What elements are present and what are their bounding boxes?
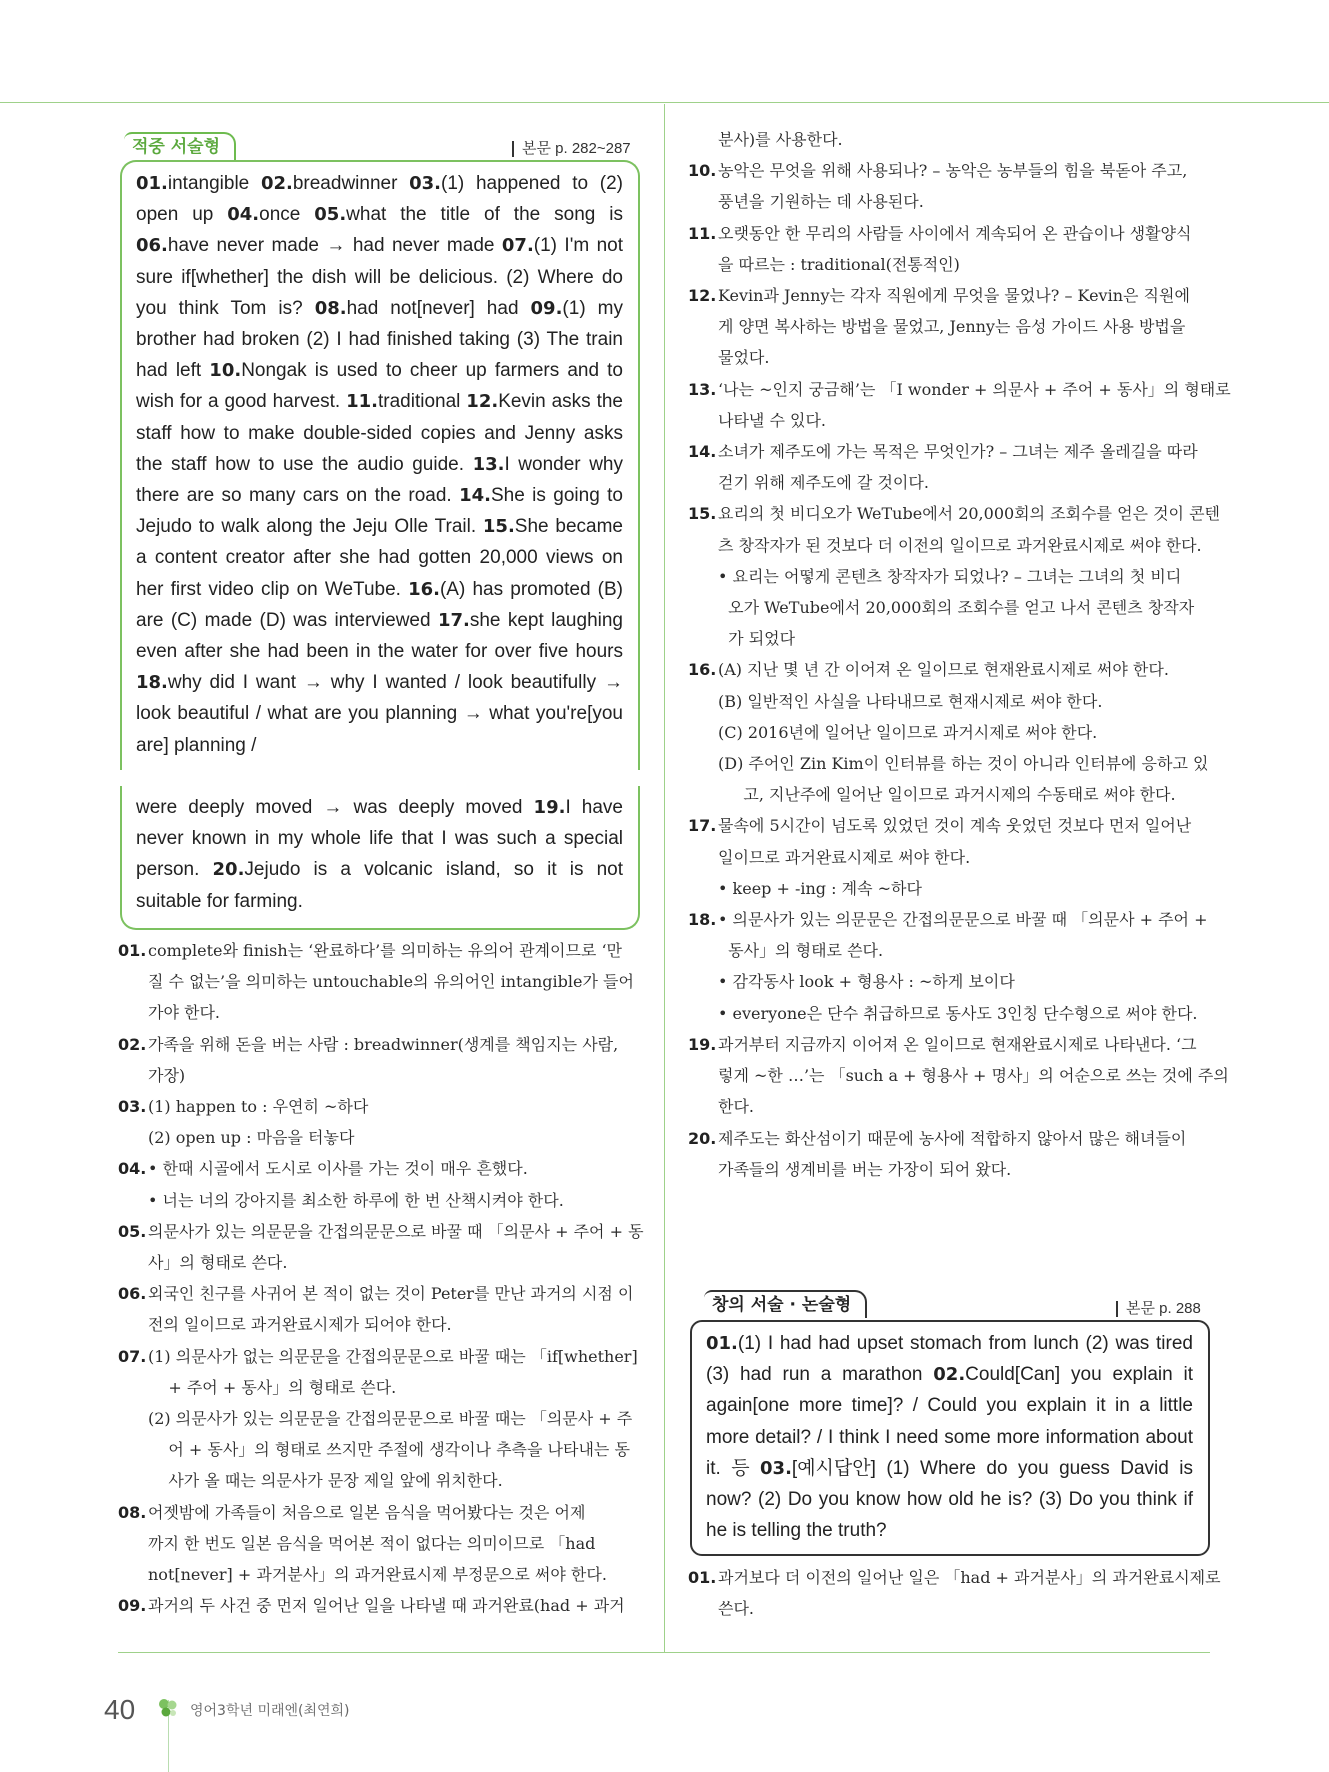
answer-text: have never made → had never made bbox=[167, 235, 502, 257]
explanation-number: 13. bbox=[688, 379, 717, 399]
explanation-number: 10. bbox=[688, 161, 717, 181]
explanation-line: 어젯밤에 가족들이 처음으로 일본 음식을 먹어봤다는 것은 어제 bbox=[148, 1502, 586, 1522]
answer-text: once bbox=[259, 204, 315, 226]
answer-number: 02. bbox=[260, 173, 293, 194]
answer-text: traditional bbox=[378, 391, 467, 413]
explanation-line: • 너는 너의 강아지를 최소한 하루에 한 번 산책시켜야 한다. bbox=[148, 1190, 564, 1210]
answer-number: 12. bbox=[466, 391, 499, 413]
explanation-line: 질 수 없는’을 의미하는 untouchable의 유의어인 intangible가 들어 bbox=[148, 972, 634, 992]
answer-text: (1) my brother had broken (2) I had finished taking (3) The train had left bbox=[136, 297, 623, 382]
explanation-item bbox=[688, 1562, 1221, 1624]
bottom-rule bbox=[118, 1652, 1210, 1653]
answer-number: 01. bbox=[136, 173, 168, 194]
explanation-line: 게 양면 복사하는 방법을 물었고, Jenny는 음성 가이드 사용 방법을 bbox=[718, 317, 1186, 337]
explanation-line: 츠 창작자가 된 것보다 더 이전의 일이므로 과거완료시제로 써야 한다. bbox=[718, 535, 1202, 555]
explanation-line: • keep + -ing : 계속 ~하다 bbox=[718, 878, 922, 898]
answer-number: 04. bbox=[227, 204, 260, 226]
answer-number: 01. bbox=[706, 1333, 738, 1354]
explanation-line: 한다. bbox=[718, 1097, 754, 1117]
explanation-line: 물속에 5시간이 넘도록 있었던 것이 계속 웃었던 것보다 먼저 일어난 bbox=[718, 816, 1192, 836]
answer-text: (1) I'm not sure if[whether] the dish will be delicious. (2) Where do you think Tom is? bbox=[136, 235, 623, 319]
answer-number: 05. bbox=[314, 204, 347, 226]
answer-number: 11. bbox=[346, 391, 378, 413]
answer-number: 16. bbox=[408, 578, 440, 600]
answer-text: she kept laughing even after she had been in the water for over five hours bbox=[136, 609, 623, 663]
explanation-line: 을 따르는 : traditional(전통적인) bbox=[718, 254, 960, 274]
explanation-number: 08. bbox=[118, 1502, 147, 1522]
explanation-line: 가 되었다 bbox=[718, 629, 796, 649]
explanation-line: 가족을 위해 돈을 버는 사람 : breadwinner(생계를 책임지는 사람, bbox=[148, 1034, 619, 1054]
explanation-line: 소녀가 제주도에 가는 목적은 무엇인가? – 그녀는 제주 올레길을 따라 bbox=[718, 442, 1198, 462]
left-explanations bbox=[118, 935, 642, 1621]
explanation-item bbox=[688, 498, 1221, 654]
answer-text: (1) happened to (2) open up bbox=[136, 173, 623, 226]
answer-text: what the title of the song is bbox=[346, 204, 623, 226]
answer-number: 06. bbox=[136, 235, 168, 257]
explanation-item bbox=[118, 1497, 642, 1591]
explanation-item bbox=[688, 1123, 1212, 1185]
explanation-number: 19. bbox=[688, 1034, 717, 1054]
explanation-line: • everyone은 단수 취급하므로 동사도 3인칭 단수형으로 써야 한다. bbox=[718, 1003, 1198, 1023]
answer-text: Could[Can] you explain it again[one more time]? / Could you explain it in a little more detail? / I think I need some more information about it. 등 bbox=[706, 1364, 1193, 1479]
book-title: 영어3학년 미래엔(최연희) bbox=[190, 1703, 350, 1719]
section-title-creative-writing: 창의 서술 · 논술형 bbox=[704, 1290, 867, 1318]
answer-number: 13. bbox=[472, 453, 505, 475]
answer-number: 20. bbox=[212, 859, 245, 881]
explanation-item bbox=[688, 904, 1212, 1029]
explanation-line: 농악은 무엇을 위해 사용되나? – 농악은 농부들의 힘을 북돋아 주고, bbox=[718, 161, 1188, 181]
explanation-item bbox=[688, 810, 1212, 904]
answer-text: Jejudo is a volcanic island, so it is not suitable for farming. bbox=[136, 859, 623, 912]
explanation-line: 과거부터 지금까지 이어져 온 일이므로 현재완료시제로 나타낸다. ‘그 bbox=[718, 1034, 1197, 1054]
answer-number: 02. bbox=[933, 1364, 966, 1386]
explanation-line: 요리의 첫 비디오가 WeTube에서 20,000회의 조회수를 얻은 것이 콘텐 bbox=[718, 504, 1221, 524]
explanation-number: 18. bbox=[688, 910, 717, 930]
explanation-item bbox=[118, 1153, 642, 1215]
explanation-item bbox=[688, 155, 1212, 217]
answer-number: 18. bbox=[136, 672, 168, 694]
explanation-line: 풍년을 기원하는 데 사용된다. bbox=[718, 192, 924, 212]
explanation-line: • 의문사가 있는 의문문은 간접의문문으로 바꿀 때 「의문사 + 주어 + bbox=[718, 910, 1208, 930]
explanation-item bbox=[688, 436, 1212, 498]
explanation-line: 쓴다. bbox=[718, 1599, 754, 1619]
answer-number: 17. bbox=[437, 609, 470, 631]
explanation-item bbox=[118, 1216, 642, 1278]
top-rule bbox=[0, 102, 1329, 103]
explanation-number: 09. bbox=[118, 1596, 147, 1616]
explanation-line: 의문사가 있는 의문문을 간접의문문으로 바꿀 때 「의문사 + 주어 + 동 bbox=[148, 1221, 644, 1241]
answer-box-creative bbox=[690, 1320, 1210, 1556]
answer-text: Kevin asks the staff how to make double-sided copies and Jenny asks the staff how to use the audio guide. bbox=[136, 391, 623, 475]
answer-number: 08. bbox=[314, 297, 347, 319]
explanation-number: 03. bbox=[118, 1097, 147, 1117]
explanation-line: (A) 지난 몇 년 간 이어져 온 일이므로 현재완료시제로 써야 한다. bbox=[718, 660, 1169, 680]
explanation-line: 전의 일이므로 과거완료시제가 되어야 한다. bbox=[148, 1315, 452, 1335]
explanation-line: 동사」의 형태로 쓴다. bbox=[718, 941, 884, 961]
answer-text: had not[never] had bbox=[346, 297, 531, 319]
explanation-line: 오랫동안 한 무리의 사람들 사이에서 계속되어 온 관습이나 생활양식 bbox=[718, 223, 1192, 243]
explanation-item bbox=[688, 218, 1212, 280]
explanation-item bbox=[688, 1029, 1229, 1123]
answer-text: (A) has promoted (B) are (C) made (D) was interviewed bbox=[136, 578, 623, 631]
explanation-number: 02. bbox=[118, 1034, 147, 1054]
explanation-line: 사가 올 때는 의문사가 문장 제일 앞에 위치한다. bbox=[148, 1471, 503, 1491]
explanation-number: 14. bbox=[688, 442, 717, 462]
explanation-line: (1) happen to : 우연히 ~하다 bbox=[148, 1097, 369, 1117]
explanation-item bbox=[118, 1341, 642, 1497]
answer-text: (1) I had had upset stomach from lunch (2) was tired (3) had run a marathon bbox=[706, 1333, 1193, 1386]
explanation-line: 외국인 친구를 사귀어 본 적이 없는 것이 Peter를 만난 과거의 시점 이 bbox=[148, 1284, 634, 1304]
explanation-line: (C) 2016년에 일어난 일이므로 과거시제로 써야 한다. bbox=[718, 722, 1098, 742]
answer-number: 14. bbox=[459, 485, 491, 507]
explanation-item bbox=[118, 935, 642, 1029]
section-page-ref: 본문 p. 282~287 bbox=[512, 141, 631, 157]
explanation-line: • 감각동사 look + 형용사 : ~하게 보이다 bbox=[718, 972, 1015, 992]
explanation-line: • 요리는 어떻게 콘텐츠 창작자가 되었나? – 그녀는 그녀의 첫 비디 bbox=[718, 566, 1182, 586]
explanation-line: complete와 finish는 ‘완료하다’를 의미하는 유의어 관계이므로 ‘만 bbox=[148, 941, 622, 960]
explanation-number: 17. bbox=[688, 816, 717, 836]
answer-number: 07. bbox=[501, 235, 534, 257]
explanation-line: (2) open up : 마음을 터놓다 bbox=[148, 1128, 355, 1148]
explanation-item bbox=[118, 1091, 642, 1153]
explanation-line: 분사)를 사용한다. bbox=[718, 130, 843, 149]
answer-box-bottom bbox=[120, 786, 640, 930]
explanation-line: ‘나는 ~인지 궁금해’는 「I wonder + 의문사 + 주어 + 동사」의 형태로 bbox=[718, 379, 1231, 399]
explanation-line: + 주어 + 동사」의 형태로 쓴다. bbox=[148, 1377, 397, 1397]
explanation-line: 까지 한 번도 일본 음식을 먹어본 적이 없다는 의미이므로 「had bbox=[148, 1533, 596, 1553]
explanation-line: 물었다. bbox=[718, 348, 770, 368]
explanation-line: 나타낼 수 있다. bbox=[718, 410, 826, 430]
explanation-number: 07. bbox=[118, 1346, 147, 1366]
answer-box-top bbox=[120, 160, 640, 770]
answer-text: She became a content creator after she had gotten 20,000 views on her first video clip on WeTube. bbox=[136, 516, 623, 600]
explanation-number: 20. bbox=[688, 1128, 717, 1148]
explanation-number: 06. bbox=[118, 1284, 147, 1304]
section-title-accurate-writing: 적중 서술형 bbox=[124, 132, 236, 160]
answer-text: were deeply moved → was deeply moved bbox=[136, 797, 534, 818]
answer-text: Nongak is used to cheer up farmers and to wish for a good harvest. bbox=[136, 360, 624, 413]
explanation-line: (2) 의문사가 있는 의문문을 간접의문문으로 바꿀 때는 「의문사 + 주 bbox=[148, 1409, 633, 1429]
explanation-number: 16. bbox=[688, 660, 717, 680]
explanation-line: • 한때 시골에서 도시로 이사를 가는 것이 매우 흔했다. bbox=[148, 1159, 528, 1179]
answer-text: I have never known in my whole life that I was such a special person. bbox=[136, 797, 623, 881]
explanation-number: 01. bbox=[118, 941, 147, 960]
explanation-line: 사」의 형태로 쓴다. bbox=[148, 1253, 288, 1273]
explanation-line: 어 + 동사」의 형태로 쓰지만 주절에 생각이나 추측을 나타내는 동 bbox=[148, 1440, 630, 1460]
answer-text: breadwinner bbox=[292, 173, 410, 194]
answer-number: 09. bbox=[530, 297, 563, 319]
clover-icon bbox=[156, 1696, 180, 1720]
answer-text: I wonder why there are so many cars on the road. bbox=[136, 453, 623, 507]
explanation-item bbox=[118, 1590, 642, 1621]
explanation-number: 12. bbox=[688, 286, 717, 306]
explanation-line: (1) 의문사가 없는 의문문을 간접의문문으로 바꿀 때는 「if[whether] bbox=[148, 1346, 638, 1366]
explanation-line: 제주도는 화산섬이기 때문에 농사에 적합하지 않아서 많은 해녀들이 bbox=[718, 1128, 1187, 1148]
answer-text: She is going to Jejudo to walk along the Jeju Olle Trail. bbox=[136, 485, 623, 538]
page-number: 40 bbox=[104, 1694, 136, 1725]
explanation-number: 01. bbox=[688, 1568, 717, 1587]
explanation-item bbox=[118, 1278, 642, 1340]
explanation-line: 렇게 ~한 …’는 「such a + 형용사 + 명사」의 어순으로 쓰는 것에 주의 bbox=[718, 1066, 1229, 1086]
explanation-item bbox=[688, 374, 1231, 436]
answer-number: 03. bbox=[409, 173, 442, 194]
explanation-item bbox=[118, 1029, 642, 1091]
answer-number: 19. bbox=[533, 797, 566, 818]
explanation-line: 오가 WeTube에서 20,000회의 조회수를 얻고 나서 콘텐츠 창작자 bbox=[718, 598, 1195, 618]
explanation-item bbox=[688, 654, 1212, 810]
explanation-line: 가족들의 생계비를 버는 가장이 되어 왔다. bbox=[718, 1159, 1012, 1179]
creative-explanations bbox=[688, 1562, 1221, 1624]
column-divider bbox=[664, 104, 665, 1652]
explanation-line: (D) 주어인 Zin Kim이 인터뷰를 하는 것이 아니라 인터뷰에 응하고 있 bbox=[718, 754, 1209, 774]
answer-number: 15. bbox=[482, 516, 515, 538]
answer-text: intangible bbox=[167, 173, 261, 194]
answer-number: 10. bbox=[209, 360, 242, 382]
explanation-line: not[never] + 과거분사」의 과거완료시제 부정문으로 써야 한다. bbox=[148, 1565, 607, 1585]
answer-text: why did I want → why I wanted / look beautifully → look beautiful / what are you planning → what you're[you are] planning / bbox=[136, 672, 623, 756]
answer-number: 03. bbox=[760, 1457, 792, 1479]
explanation-line: 과거의 두 사건 중 먼저 일어난 일을 나타낼 때 과거완료(had + 과거 bbox=[148, 1596, 625, 1616]
explanation-line: 가장) bbox=[148, 1065, 186, 1085]
explanation-line: (B) 일반적인 사실을 나타내므로 현재시제로 써야 한다. bbox=[718, 691, 1103, 711]
explanation-line: 일이므로 과거완료시제로 써야 한다. bbox=[718, 847, 971, 867]
explanation-line: 고, 지난주에 일어난 일이므로 과거시제의 수동태로 써야 한다. bbox=[718, 785, 1176, 805]
explanation-line: Kevin과 Jenny는 각자 직원에게 무엇을 물었나? – Kevin은 직원에 bbox=[718, 286, 1190, 306]
right-explanations bbox=[688, 124, 1231, 1185]
explanation-line: 과거보다 더 이전의 일어난 일은 「had + 과거분사」의 과거완료시제로 bbox=[718, 1568, 1221, 1587]
explanation-number: 04. bbox=[118, 1159, 147, 1179]
explanation-item bbox=[688, 280, 1212, 374]
explanation-line: 가야 한다. bbox=[148, 1003, 220, 1023]
explanation-number: 05. bbox=[118, 1221, 147, 1241]
explanation-line: 걷기 위해 제주도에 갈 것이다. bbox=[718, 473, 929, 493]
explanation-number: 15. bbox=[688, 504, 717, 524]
section2-page-ref: 본문 p. 288 bbox=[1116, 1301, 1201, 1317]
answer-text: [예시답안] (1) Where do you guess David is now? (2) Do you know how old he is? (3) Do you think if he is telling the truth? bbox=[706, 1457, 1193, 1542]
explanation-item bbox=[688, 124, 1212, 155]
explanation-number: 11. bbox=[688, 223, 717, 243]
